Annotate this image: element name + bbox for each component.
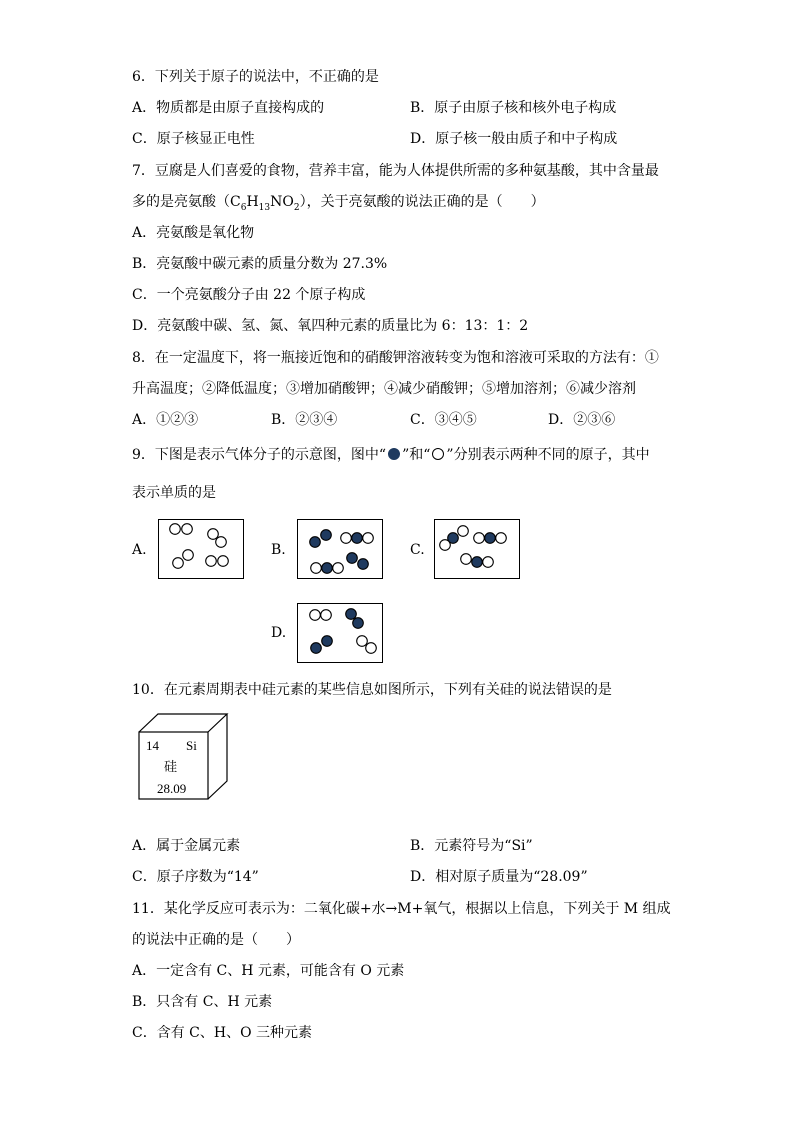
q8-option-c: C．③④⑤ [410, 412, 477, 428]
q8-option-d: D．②③⑥ [548, 412, 616, 428]
subscript-c: 6 [240, 202, 247, 213]
dark-atom-icon [388, 448, 400, 460]
q6-option-a: A．物质都是由原子直接构成的 [132, 100, 325, 116]
q7-stem-line2 [132, 193, 545, 211]
q9-stem-tail: ”分别表示两种不同的原子，其中 [446, 447, 650, 463]
q9-diagram-a [158, 519, 244, 579]
q10-option-a: A．属于金属元素 [132, 838, 241, 854]
q7-option-c: C．一个亮氨酸分子由 22 个原子构成 [132, 287, 366, 303]
subscript-h: 13 [258, 202, 271, 213]
q9-stem-text: 9．下图是表示气体分子的示意图，图中“ [132, 447, 387, 463]
q11-option-b: B．只含有 C、H 元素 [132, 994, 273, 1010]
q8-stem-line2: 升高温度；②降低温度；③增加硝酸钾；④减少硝酸钾；⑤增加溶剂；⑥减少溶剂 [132, 381, 636, 397]
q9-stem-and: ”和“ [402, 447, 431, 463]
q11-option-a: A．一定含有 C、H 元素，可能含有 O 元素 [132, 963, 405, 979]
q10-stem: 10．在元素周期表中硅元素的某些信息如图所示，下列有关硅的说法错误的是 [132, 682, 612, 698]
silicon-element-cell [138, 713, 240, 801]
formula-h: H [246, 194, 259, 210]
q7-stem-tail: ），关于亮氨酸的说法正确的是（ ） [299, 194, 545, 210]
q6-option-d: D．原子核一般由质子和中子构成 [410, 131, 618, 147]
q6-stem: 6．下列关于原子的说法中，不正确的是 [132, 69, 379, 85]
q8-option-b: B．②③④ [271, 412, 338, 428]
q9-label-a: A. [132, 542, 147, 558]
q8-option-a: A．①②③ [132, 412, 199, 428]
q7-option-b: B．亮氨酸中碳元素的质量分数为 27.3% [132, 256, 388, 272]
element-symbol: Si [186, 738, 197, 753]
q11-option-c: C．含有 C、H、O 三种元素 [132, 1025, 313, 1041]
q7-stem-line1: 7．豆腐是人们喜爱的食物，营养丰富，能为人体提供所需的多种氨基酸，其中含量最 [132, 163, 659, 179]
q9-label-b: B. [271, 542, 286, 558]
atomic-mass: 28.09 [157, 781, 187, 796]
formula-no: NO [270, 194, 294, 210]
q9-label-c: C. [410, 542, 425, 558]
q6-option-b: B．原子由原子核和核外电子构成 [410, 100, 617, 116]
q11-stem-line1: 11．某化学反应可表示为：二氧化碳+水→M+氧气，根据以上信息，下列关于 M 组成 [132, 901, 671, 917]
q9-diagram-d [297, 603, 383, 663]
q8-stem-line1: 8．在一定温度下，将一瓶接近饱和的硝酸钾溶液转变为饱和溶液可采取的方法有：① [132, 350, 659, 366]
light-atom-icon [432, 448, 444, 460]
q10-option-c: C．原子序数为“14” [132, 869, 259, 885]
q9-label-d: D. [271, 625, 287, 641]
q10-option-b: B．元素符号为“Si” [410, 838, 533, 854]
q9-diagram-c [434, 519, 520, 579]
q6-option-c: C．原子核显正电性 [132, 131, 255, 147]
element-name: 硅 [164, 759, 178, 774]
q9-stem-line1 [132, 446, 650, 464]
q9-stem-line2: 表示单质的是 [132, 485, 216, 501]
q11-stem-line2: 的说法中正确的是（ ） [132, 932, 300, 948]
q7-option-a: A．亮氨酸是氧化物 [132, 225, 255, 241]
atomic-number: 14 [146, 738, 159, 753]
q9-diagram-b [297, 519, 383, 579]
q7-stem-text: 多的是亮氨酸（C [132, 194, 241, 210]
subscript-o: 2 [293, 202, 300, 213]
q10-option-d: D．相对原子质量为“28.09” [410, 869, 588, 885]
q7-option-d: D．亮氨酸中碳、氢、氮、氧四种元素的质量比为 6：13：1：2 [132, 318, 529, 334]
